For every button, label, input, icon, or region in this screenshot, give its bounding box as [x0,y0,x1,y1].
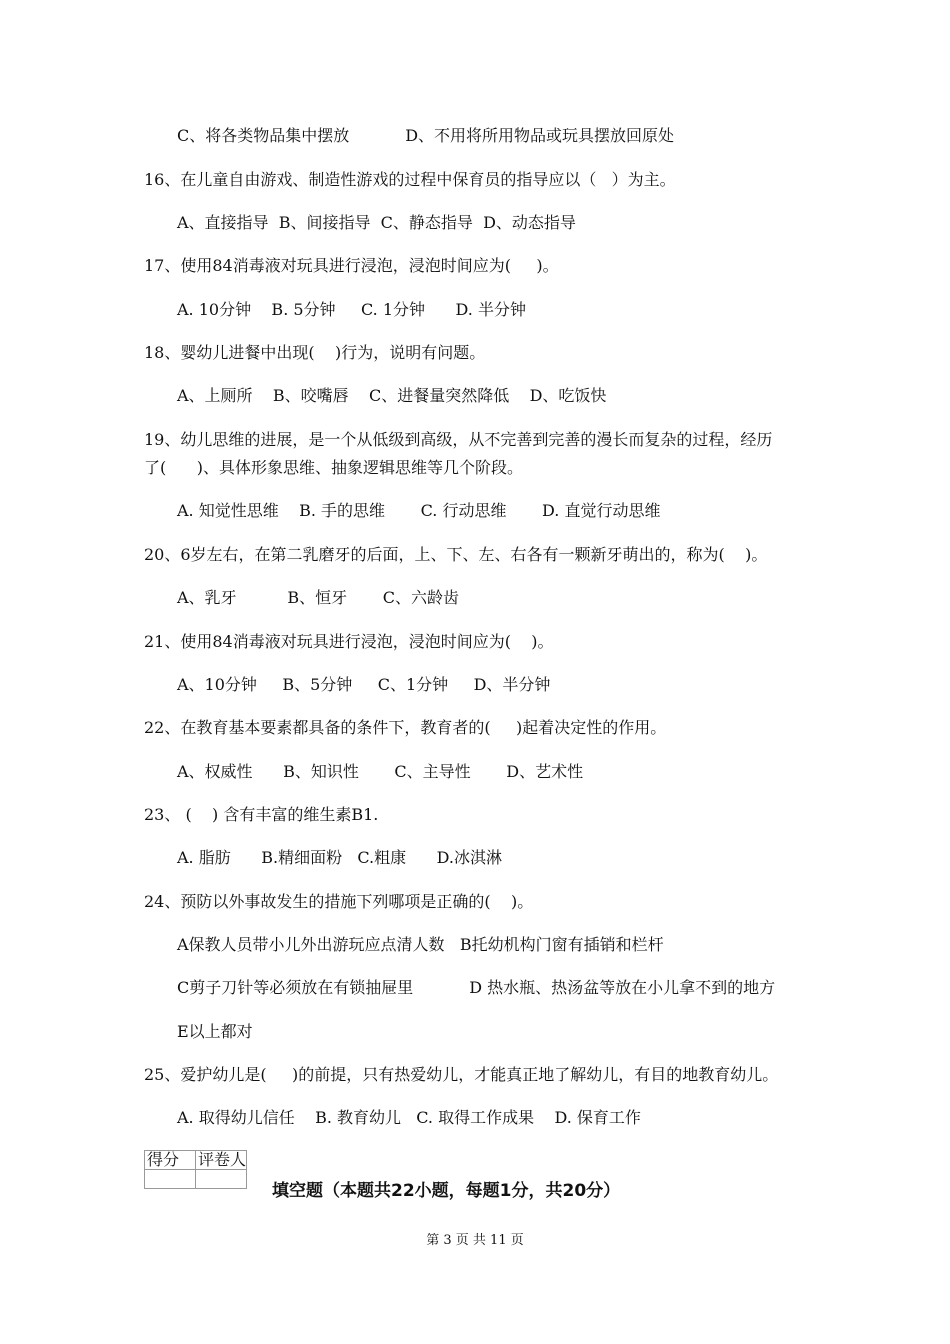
q24-options-cd: C剪子刀针等必须放在有锁抽屉里 D 热水瓶、热汤盆等放在小儿拿不到的地方 [177,978,776,997]
q17-stem: 17、使用84消毒液对玩具进行浸泡，浸泡时间应为( )。 [144,256,559,275]
q18-options: A、上厕所 B、咬嘴唇 C、进餐量突然降低 D、吃饭快 [177,386,607,405]
q21-options: A、10分钟 B、5分钟 C、1分钟 D、半分钟 [177,675,551,694]
q20-options: A、乳牙 B、恒牙 C、六龄齿 [177,588,460,607]
q19-options: A. 知觉性思维 B. 手的思维 C. 行动思维 D. 直觉行动思维 [177,501,661,520]
q20-stem: 20、6岁左右，在第二乳磨牙的后面，上、下、左、右各有一颗新牙萌出的，称为( )。 [144,545,768,564]
score-header: 得分 [145,1151,196,1170]
q22-options: A、权威性 B、知识性 C、主导性 D、艺术性 [177,762,584,781]
q18-stem: 18、婴幼儿进餐中出现( )行为，说明有问题。 [144,343,486,362]
score-table [144,1150,247,1189]
q24-stem: 24、预防以外事故发生的措施下列哪项是正确的( )。 [144,892,534,911]
q24-option-e: E以上都对 [177,1022,253,1041]
page-footer: 第 3 页 共 11 页 [426,1233,524,1248]
q24-options-ab: A保教人员带小儿外出游玩应点清人数 B托幼机构门窗有插销和栏杆 [177,935,664,954]
section-title: 填空题（本题共22小题，每题1分，共20分） [272,1181,621,1201]
score-cell [145,1170,196,1189]
q15-options-cd: C、将各类物品集中摆放 D、不用将所用物品或玩具摆放回原处 [177,126,675,145]
grader-header: 评卷人 [196,1151,247,1170]
grader-cell [196,1170,247,1189]
q23-options: A. 脂肪 B.精细面粉 C.粗康 D.冰淇淋 [177,848,502,867]
q17-options: A. 10分钟 B. 5分钟 C. 1分钟 D. 半分钟 [177,300,526,319]
q16-stem: 16、在儿童自由游戏、制造性游戏的过程中保育员的指导应以（ ）为主。 [144,170,676,189]
q22-stem: 22、在教育基本要素都具备的条件下，教育者的( )起着决定性的作用。 [144,718,667,737]
q23-stem: 23、 ( ) 含有丰富的维生素B1. [144,805,379,824]
q21-stem: 21、使用84消毒液对玩具进行浸泡，浸泡时间应为( )。 [144,632,554,651]
q25-options: A. 取得幼儿信任 B. 教育幼儿 C. 取得工作成果 D. 保育工作 [177,1108,641,1127]
q16-options: A、直接指导 B、间接指导 C、静态指导 D、动态指导 [177,213,576,232]
q25-stem: 25、爱护幼儿是( )的前提，只有热爱幼儿，才能真正地了解幼儿，有目的地教育幼儿。 [144,1065,779,1084]
q19-stem-line2: 了( )、具体形象思维、抽象逻辑思维等几个阶段。 [144,458,524,477]
q19-stem-line1: 19、幼儿思维的进展，是一个从低级到高级，从不完善到完善的漫长而复杂的过程，经历 [144,430,773,449]
